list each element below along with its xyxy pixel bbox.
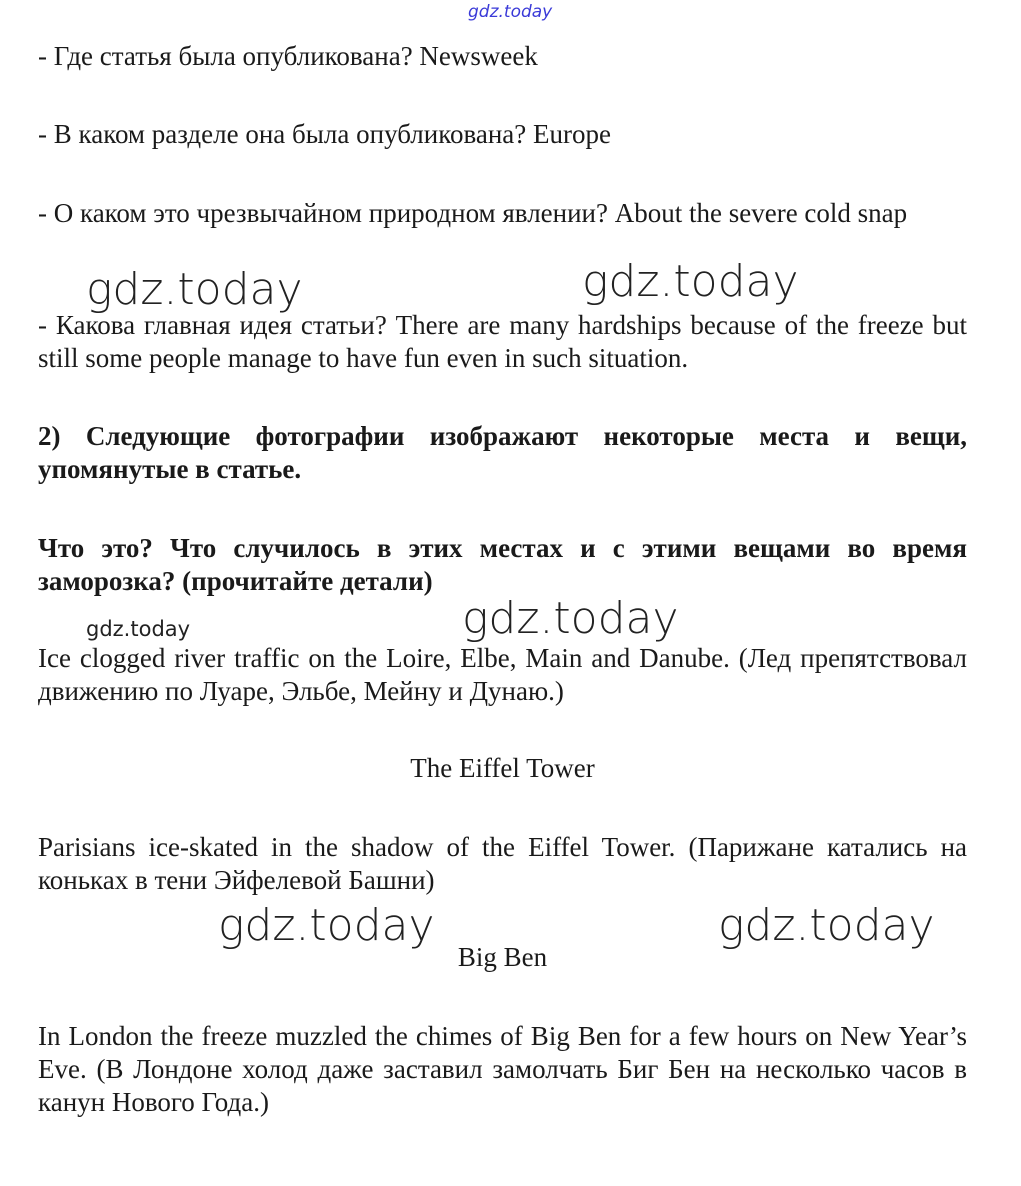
- item-eiffel-text: Parisians ice-skated in the shadow of the Eiffel Tower. (Парижане катались на коньках в тени Эйфелевой Башни): [38, 832, 967, 895]
- item-rivers-text: Ice clogged river traffic on the Loire, Elbe, Main and Danube. (Лед препятствовал движению по Луаре, Эльбе, Мейну и Дунаю.): [38, 643, 967, 706]
- section-question: Что это? Что случилось в этих местах и с этими вещами во время заморозка? (прочитайте детали): [38, 533, 967, 596]
- watermark: gdz.today: [86, 617, 191, 641]
- caption-eiffel-tower: The Eiffel Tower: [410, 753, 595, 783]
- qa-line-4: - Какова главная идея статьи? There are many hardships because of the freeze but still some people manage to have fun even in such situation.: [38, 310, 967, 373]
- qa-line-2: - В каком разделе она была опубликована? Europe: [38, 119, 611, 149]
- section-heading: 2) Следующие фотографии изображают некоторые места и вещи, упомянутые в статье.: [38, 421, 967, 484]
- qa-line-1: - Где статья была опубликована? Newsweek: [38, 41, 538, 71]
- qa-line-3: - О каком это чрезвычайном природном явлении? About the severe cold snap: [38, 198, 908, 228]
- watermark: gdz.today: [718, 900, 935, 951]
- caption-big-ben: Big Ben: [457, 942, 548, 972]
- item-big-ben-text: In London the freeze muzzled the chimes of Big Ben for a few hours on New Year’s Eve. (В Лондоне холод даже заставил замолчать Биг Бен на несколько часов в канун Нового Года.): [38, 1021, 967, 1117]
- watermark: gdz.today: [582, 256, 799, 307]
- watermark: gdz.today: [218, 900, 435, 951]
- watermark-top: gdz.today: [468, 2, 553, 22]
- watermark: gdz.today: [86, 264, 303, 315]
- watermark: gdz.today: [462, 593, 679, 644]
